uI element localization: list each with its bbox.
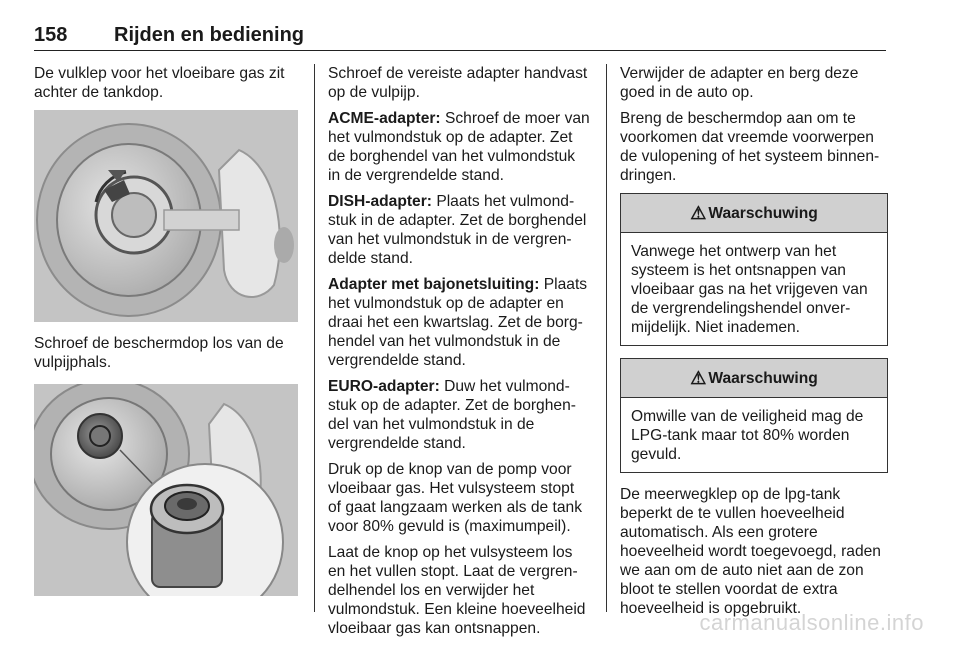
paragraph: Verwijder de adapter en berg deze goed in de auto op.	[620, 65, 859, 101]
acme-adapter-paragraph	[328, 109, 590, 185]
page-header	[34, 24, 886, 51]
column-divider	[606, 64, 607, 612]
bayonet-adapter-label: Adapter met bajonetsluiting:	[328, 276, 540, 293]
warning-title: Waarschuwing	[708, 369, 818, 387]
warning-header	[621, 194, 887, 233]
bayonet-adapter-text: Plaats het vulmondstuk op de adapter en draai het een kwartslag. Zet de borghendel van het vulmondstuk in de vergrendelde stand.	[328, 276, 588, 369]
paragraph: Druk op de knop van de pomp voor vloeibaar gas. Het vulsysteem stopt of gaat langzaam werken als de tank voor 80% gevuld is (maximumpeil).	[328, 461, 582, 535]
dish-adapter-text: Plaats het vulmondstuk in de adapter. Zet de borghendel van het vulmondstuk in de vergrendelde stand.	[328, 193, 587, 267]
euro-adapter-label: EURO-adapter:	[328, 378, 440, 395]
warning-box	[620, 358, 888, 473]
warning-triangle-icon: ⚠	[690, 202, 707, 223]
page-title: Rijden en bediening	[114, 24, 305, 46]
bayonet-adapter-paragraph	[328, 275, 590, 370]
column-divider	[314, 64, 315, 612]
paragraph: Laat de knop op het vulsysteem los en het vullen stopt. Laat de vergrendelhendel los en verwijder het vulmondstuk. Een kleine hoeveelheid vloeibaar gas kan ontsnappen.	[328, 544, 586, 637]
column-middle	[328, 64, 590, 645]
warning-triangle-icon: ⚠	[690, 367, 707, 388]
warning-header	[621, 359, 887, 398]
watermark: carmanualsonline.info	[699, 610, 924, 635]
euro-adapter-text: Duw het vulmondstuk op de adapter. Zet de borghendel van het vulmondstuk in de vergrendelde stand.	[328, 378, 576, 452]
column-left	[34, 64, 302, 608]
column-right	[620, 64, 888, 625]
paragraph: Schroef de beschermdop los van de vulpijphals.	[34, 335, 284, 371]
warning-text: Vanwege het ontwerp van het systeem is het ontsnappen van vloeibaar gas na het vrijgeven van de vergrendelingshendel onvermijdelijk. Niet inademen.	[631, 243, 868, 336]
paragraph: Schroef de vereiste adapter handvast op de vulpijp.	[328, 65, 588, 101]
dish-adapter-paragraph	[328, 192, 590, 268]
page-number: 158	[34, 24, 68, 46]
paragraph: De vulklep voor het vloeibare gas zit achter de tankdop.	[34, 65, 285, 101]
warning-title: Waarschuwing	[708, 204, 818, 222]
acme-adapter-label: ACME-adapter:	[328, 110, 441, 127]
paragraph: Breng de beschermdop aan om te voorkomen dat vreemde voorwerpen de vulopening of het systeem binnendringen.	[620, 110, 880, 184]
acme-adapter-text: Schroef de moer van het vulmondstuk op de adapter. Zet de borghendel van het vulmondstuk in de vergrendelde stand.	[328, 110, 590, 184]
euro-adapter-paragraph	[328, 377, 590, 453]
filler-neck-cap-illustration	[34, 384, 298, 596]
warning-box	[620, 193, 888, 346]
fuel-flap-illustration	[34, 110, 298, 322]
warning-text: Omwille van de veiligheid mag de LPG-tank maar tot 80% worden gevuld.	[631, 408, 864, 463]
dish-adapter-label: DISH-adapter:	[328, 193, 432, 210]
paragraph: De meerwegklep op de lpg-tank beperkt de te vullen hoeveelheid automatisch. Als een grotere hoeveelheid wordt toegevoegd, raden we aan om de auto niet aan de zon bloot te stellen voordat de extra hoeveelheid is opgebruikt.	[620, 486, 881, 617]
